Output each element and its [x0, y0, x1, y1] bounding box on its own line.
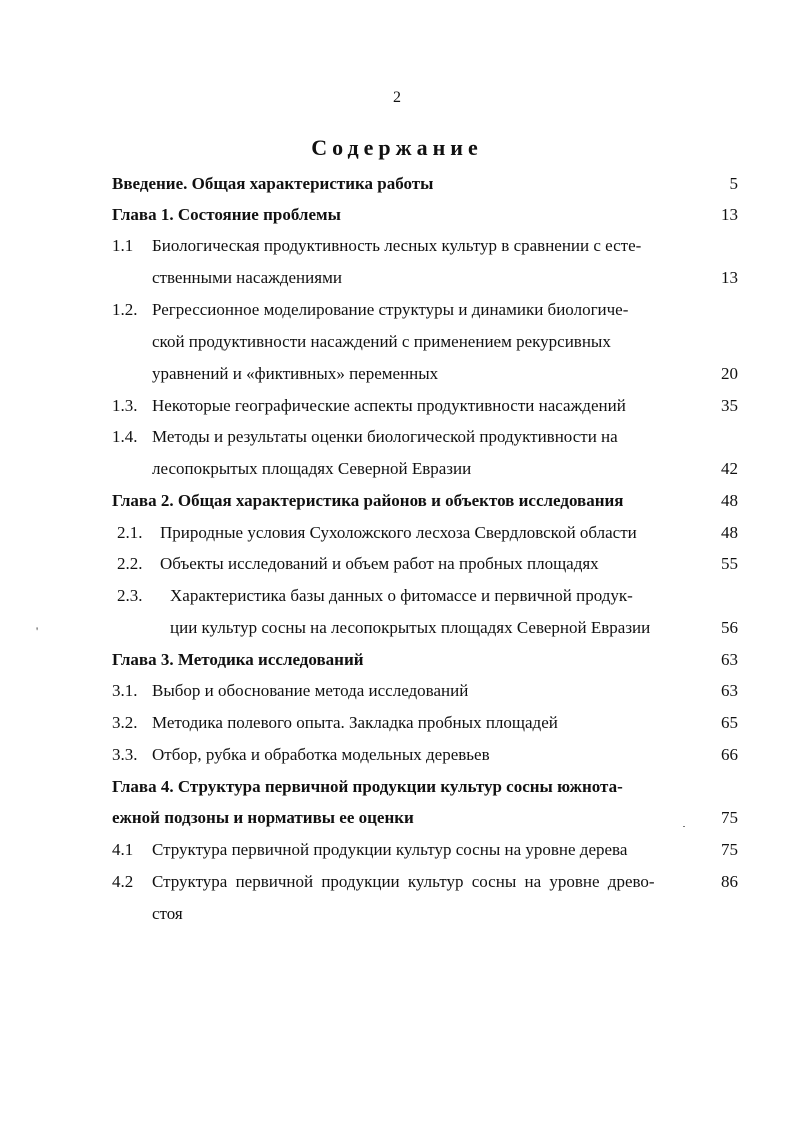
- toc-section-page: 65: [721, 713, 738, 732]
- toc-intro: Введение. Общая характеристика работы: [112, 174, 434, 193]
- toc-section-text: Объекты исследований и объем работ на пробных площадях: [160, 554, 599, 573]
- toc-chapter-1: Глава 1. Состояние проблемы: [112, 205, 341, 224]
- toc-section-page: 42: [721, 459, 738, 478]
- toc-section-text: ской продуктивности насаждений с применением рекурсивных: [152, 332, 611, 351]
- toc-chapter-2: Глава 2. Общая характеристика районов и объектов исследования: [112, 491, 624, 510]
- toc-section-text: Характеристика базы данных о фитомассе и первичной продук-: [170, 586, 633, 605]
- toc-section-text: Природные условия Сухоложского лесхоза Свердловской области: [160, 523, 637, 542]
- toc-section-text: Структура первичной продукции культур сосны на уровне древо-: [152, 872, 655, 891]
- toc-section-number: 3.1.: [112, 681, 138, 700]
- toc-section-number: 1.4.: [112, 427, 138, 446]
- toc-chapter-4-page: 75: [721, 808, 738, 827]
- toc-section-page: 86: [721, 872, 738, 891]
- toc-section-number: 2.3.: [117, 586, 143, 605]
- toc-chapter-3-page: 63: [721, 650, 738, 669]
- toc-section-number: 2.2.: [117, 554, 143, 573]
- toc-chapter-1-page: 13: [721, 205, 738, 224]
- toc-section-text: Регрессионное моделирование структуры и динамики биологиче-: [152, 300, 629, 319]
- toc-section-number: 3.2.: [112, 713, 138, 732]
- toc-intro-page: 5: [729, 174, 738, 193]
- toc-section-text: лесопокрытых площадях Северной Евразии: [152, 459, 472, 478]
- toc-section-page: 63: [721, 681, 738, 700]
- toc-chapter-3: Глава 3. Методика исследований: [112, 650, 364, 669]
- toc-section-text: ственными насаждениями: [152, 268, 342, 287]
- toc-section-text: Отбор, рубка и обработка модельных деревьев: [152, 745, 490, 764]
- toc-section-number: 3.3.: [112, 745, 138, 764]
- toc-section-text: Методы и результаты оценки биологической продуктивности на: [152, 427, 618, 446]
- toc-section-number: 4.1: [112, 840, 134, 859]
- toc-section-number: 1.1: [112, 236, 134, 255]
- toc-section-number: 2.1.: [117, 523, 143, 542]
- toc-chapter-4: Глава 4. Структура первичной продукции культур сосны южнота-: [112, 777, 623, 796]
- toc-section-number: 1.3.: [112, 396, 138, 415]
- toc-section-page: 75: [721, 840, 738, 859]
- scan-dot: [683, 826, 685, 827]
- toc-section-page: 56: [721, 618, 738, 637]
- toc-section-page: 55: [721, 554, 738, 573]
- toc-section-text: Методика полевого опыта. Закладка пробных площадей: [152, 713, 558, 732]
- toc-section-page: 20: [721, 364, 738, 383]
- scan-mark: ': [36, 624, 39, 638]
- toc-section-number: 4.2: [112, 872, 134, 891]
- toc-section-number: 1.2.: [112, 300, 138, 319]
- toc-section-page: 35: [721, 396, 738, 415]
- toc-section-text: Биологическая продуктивность лесных культур в сравнении с есте-: [152, 236, 642, 255]
- toc-section-text: Некоторые географические аспекты продуктивности насаждений: [152, 396, 626, 415]
- toc-chapter-4: ежной подзоны и нормативы ее оценки: [112, 808, 414, 827]
- toc-section-page: 48: [721, 523, 738, 542]
- page-title: Содержание: [311, 135, 483, 160]
- toc-section-text: Структура первичной продукции культур сосны на уровне дерева: [152, 840, 628, 859]
- toc-section-text: уравнений и «фиктивных» переменных: [152, 364, 439, 383]
- toc-section-text: стоя: [152, 904, 183, 923]
- toc-section-page: 13: [721, 268, 738, 287]
- toc-section-text: ции культур сосны на лесопокрытых площадях Северной Евразии: [170, 618, 651, 637]
- page-number: 2: [393, 89, 401, 106]
- toc-chapter-2-page: 48: [721, 491, 738, 510]
- toc-section-page: 66: [721, 745, 738, 764]
- toc-section-text: Выбор и обоснование метода исследований: [152, 681, 469, 700]
